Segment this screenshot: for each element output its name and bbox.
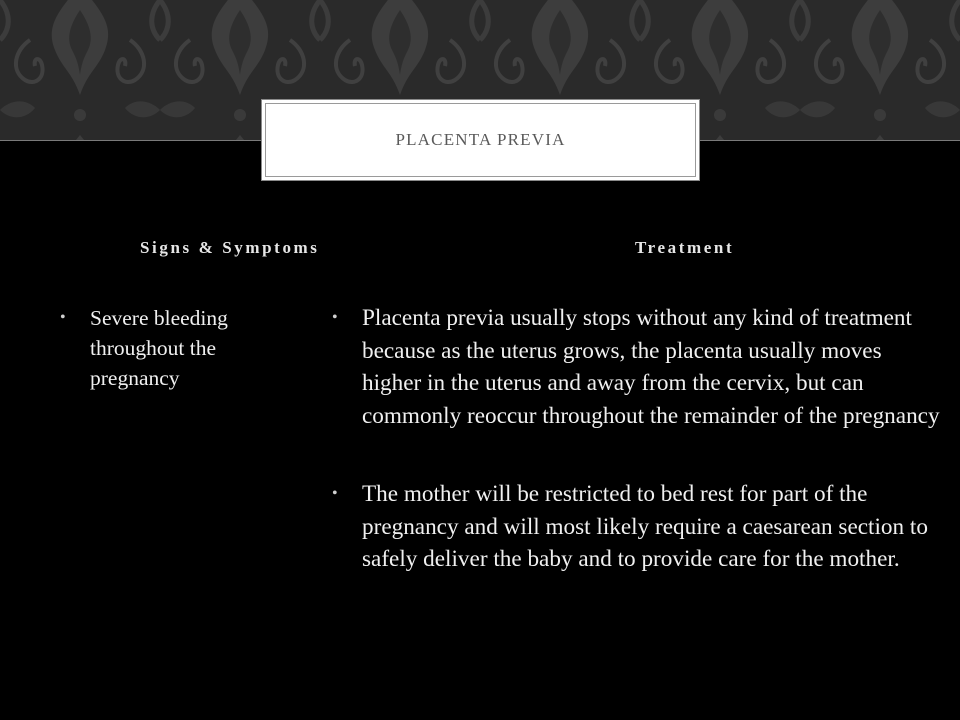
title-inner-frame <box>265 103 696 177</box>
left-column-heading: Signs & Symptoms <box>140 238 320 257</box>
bullet-icon: • <box>332 309 338 326</box>
treatment-list <box>332 302 942 622</box>
list-item <box>332 478 942 576</box>
slide-title: PLACENTA PREVIA <box>395 130 566 149</box>
list-item <box>332 302 942 432</box>
bullet-text: Placenta previa usually stops without any kind of treatment because as the uterus grows, the placenta usually moves higher in the uterus and away from the cervix, but can commonly reoccur throughout the remainder of the pregnancy <box>362 305 940 429</box>
bullet-text: The mother will be restricted to bed rest for part of the pregnancy and will most likely require a caesarean section to safely deliver the baby and to provide care for the mother. <box>362 481 928 572</box>
bullet-text: Severe bleeding throughout the pregnancy <box>90 306 228 390</box>
right-column-heading: Treatment <box>635 238 735 257</box>
list-item <box>60 303 290 393</box>
signs-list <box>60 303 290 393</box>
bullet-icon: • <box>60 309 66 326</box>
title-box <box>261 99 700 181</box>
bullet-icon: • <box>332 485 338 502</box>
